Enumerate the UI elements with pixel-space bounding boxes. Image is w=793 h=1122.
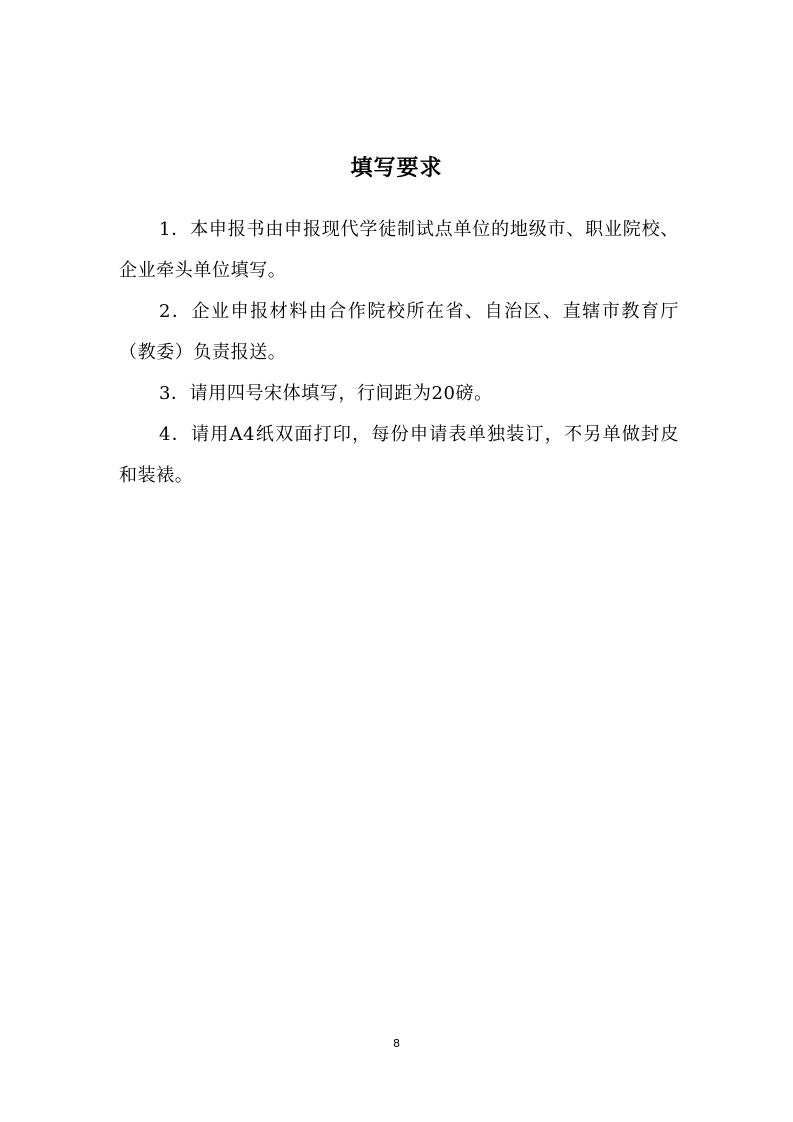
instruction-item-1: 1．本申报书由申报现代学徒制试点单位的地级市、职业院校、企业牵头单位填写。 (119, 219, 679, 281)
instruction-item-4: 4．请用A4纸双面打印，每份申请表单独装订，不另单做封皮和装裱。 (119, 424, 679, 486)
instructions-list (119, 209, 679, 496)
instruction-item-2: 2．企业申报材料由合作院校所在省、自治区、直辖市教育厅（教委）负责报送。 (119, 301, 679, 363)
page-number: 8 (393, 1037, 400, 1050)
instruction-item-3: 3．请用四号宋体填写，行间距为20磅。 (159, 383, 493, 404)
page-title: 填写要求 (350, 156, 443, 181)
